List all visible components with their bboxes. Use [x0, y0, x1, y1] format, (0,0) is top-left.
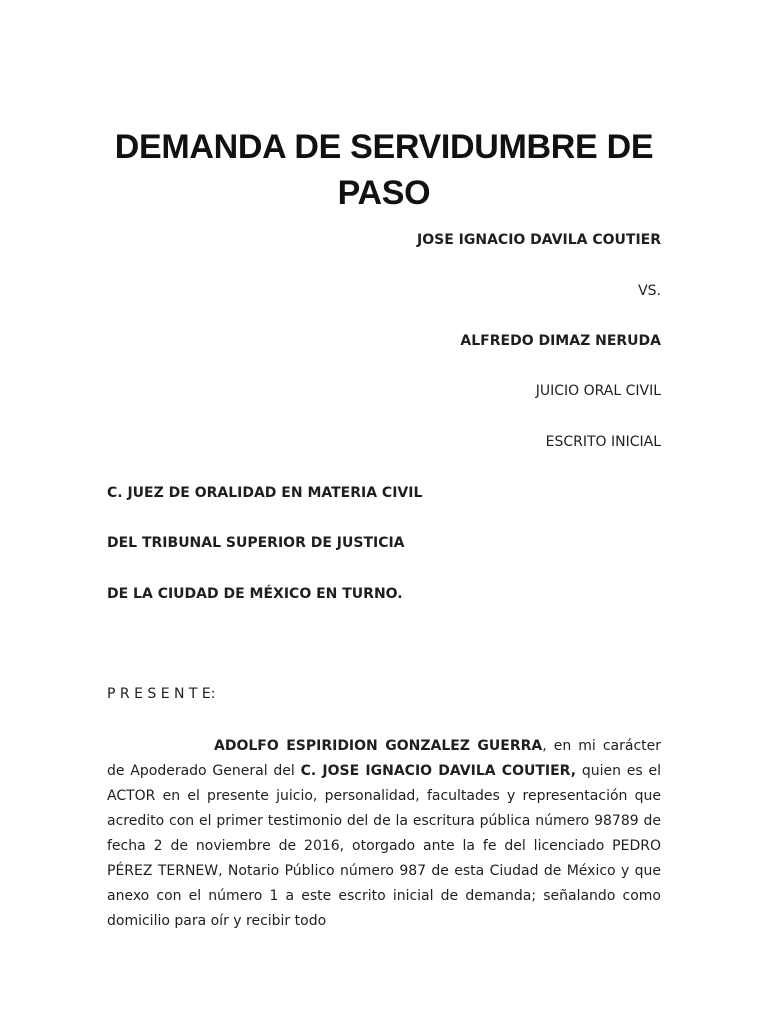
actor-line: JOSE IGNACIO DAVILA COUTIER — [417, 232, 661, 248]
filing-type-line: ESCRITO INICIAL — [545, 434, 661, 450]
body-text-part-1: , en mi carácter de Apoderado General del — [107, 738, 662, 779]
presente-line: P R E S E N T E: — [107, 686, 216, 702]
trial-type-line: JUICIO ORAL CIVIL — [535, 383, 661, 399]
body-text-part-2: quien es el ACTOR en el presente juicio, personalidad, facultades y representación que acredito con el primer testimonio del de la escritura pública número 98789 de fecha 2 de noviembre de 2016, otorgado ante la fe del licenciado PEDRO PÉREZ TERNEW, Notario Público número 987 de esta Ciudad de México y que anexo con el número 1 a este escrito inicial de demanda; señalando como domicilio para oír y recibir todo — [107, 763, 662, 929]
attorney-name: ADOLFO ESPIRIDION GONZALEZ GUERRA — [214, 738, 543, 754]
addressee-line-1: C. JUEZ DE ORALIDAD EN MATERIA CIVIL — [107, 485, 423, 501]
actor-name: C. JOSE IGNACIO DAVILA COUTIER, — [300, 763, 577, 779]
document-title: DEMANDA DE SERVIDUMBRE DE PASO — [114, 128, 654, 212]
versus-line: VS. — [638, 283, 661, 299]
addressee-line-2: DEL TRIBUNAL SUPERIOR DE JUSTICIA — [107, 535, 405, 551]
addressee-line-3: DE LA CIUDAD DE MÉXICO EN TURNO. — [107, 586, 403, 602]
defendant-line: ALFREDO DIMAZ NERUDA — [460, 333, 661, 349]
body-paragraph — [107, 734, 661, 934]
